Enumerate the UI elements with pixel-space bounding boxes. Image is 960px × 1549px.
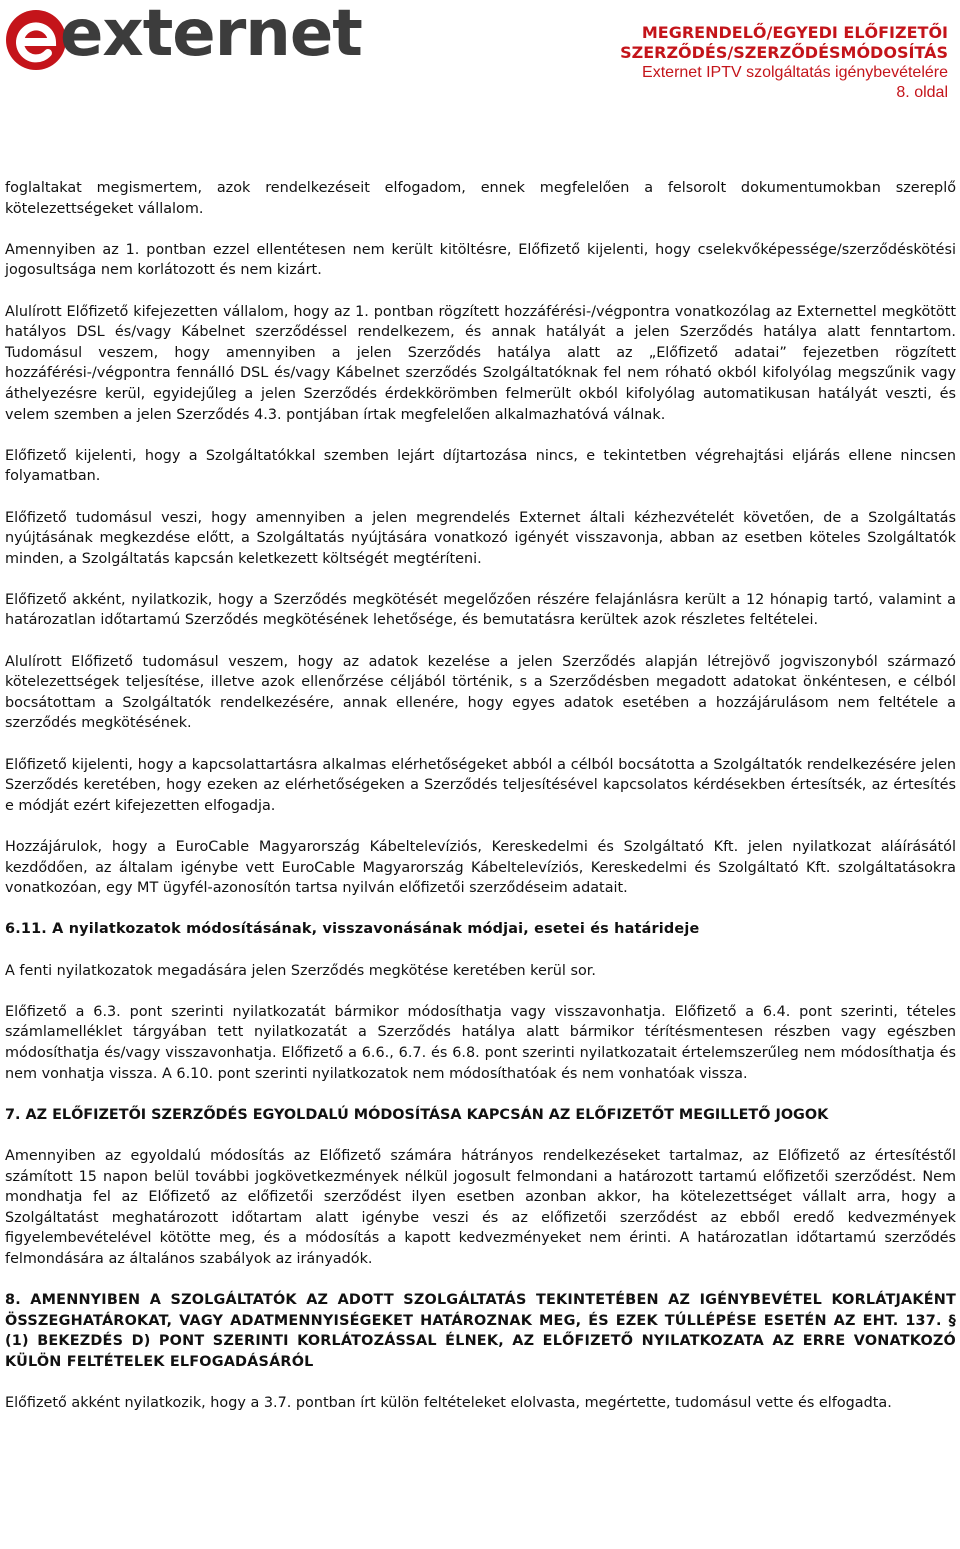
paragraph: Előfizető kijelenti, hogy a kapcsolattartásra alkalmas elérhetőségeket abból a célból bocsátotta a Szolgáltatók rendelkezésére jelen Szerződés keretében, hogy ezeken az elérhetőségeken a Szerződés teljesítésével kapcsolatos kérdésekben értesítsék, az értesítés e módját ezért kifejezetten elfogadja. [5, 756, 956, 814]
logo-wordmark: externet [60, 0, 362, 71]
paragraph: Előfizető a 6.3. pont szerinti nyilatkozatát bármikor módosíthatja vagy visszavonhatja. Előfizető a 6.4. pont szerinti, tételes számlamelléklet tárgyában tett nyilatkozatát a Szerződés hatálya alatt bármikor térítésmentesen részben vagy egészben módosíthatja és/vagy visszavonhatja. Előfizető a 6.6., 6.7. és 6.8. pont szerinti nyilatkozatait értelemszerűleg nem módosíthatja és nem vonhatja vissza. A 6.10. pont szerinti nyilatkozatok nem módosíthatóak és nem vonhatóak vissza. [5, 1003, 956, 1082]
paragraph: Alulírott Előfizető kifejezetten vállalom, hogy az 1. pontban rögzített hozzáférési-/végpontra vonatkozólag az Externettel megkötött hatályos DSL és/vagy Kábelnet szerződéssel rendelkezem, és annak hatályát a jelen Szerződés hatálya alatt fenntartom. Tudomásul veszem, hogy amennyiben a jelen Szerződés hatálya alatt az „Előfizető adatai” fejezetben rögzített hozzáférési-/végpontra fennálló DSL és/vagy Kábelnet szerződés Szolgáltatóknak fel nem róható okból kifolyólag megszűnik vagy áthelyezésre kerül, egyidejűleg a jelen Szerződés érdekkörömben felmerült okból kifolyólag automatikusan hatályát veszti, és velem szemben a jelen Szerződés 4.3. pontjában írtak megfelelően alkalmazhatóvá válnak. [5, 303, 956, 423]
document-title-line2: SZERZŐDÉS/SZERZŐDÉSMÓDOSÍTÁS [620, 43, 948, 62]
paragraph: Előfizető tudomásul veszi, hogy amennyiben a jelen megrendelés Externet általi kézhezvételét követően, de a Szolgáltatás nyújtásának megkezdése előtt, a Szolgáltatás nyújtására vonatkozó igényét visszavonja, abban az esetben köteles Szolgáltatók minden, a Szolgáltatás kapcsán keletkezett költségét megtéríteni. [5, 509, 956, 567]
document-subtitle: Externet IPTV szolgáltatás igénybevételére [642, 64, 948, 81]
section-heading-7: 7. AZ ELŐFIZETŐI SZERZŐDÉS EGYOLDALÚ MÓDOSÍTÁSA KAPCSÁN AZ ELŐFIZETŐT MEGILLETŐ JOGOK [5, 1106, 829, 1123]
paragraph: Amennyiben az egyoldalú módosítás az Előfizető számára hátrányos rendelkezéseket tartalmaz, az Előfizető az értesítéstől számított 15 napon belül további jogkövetkezmények nélkül jogosult felmondani a határozott tartamú előfizetői szerződést. Nem mondhatja fel az Előfizető az előfizetői szerződést ilyen esetben azonban akkor, ha kötelezettséget vállalt arra, hogy a Szolgáltatást meghatározott időtartam alatt igénybe veszi és az előfizetői szerződést az ebből eredő kedvezmények figyelembevételével kötötte meg, és a módosítás a kapott kedvezményeket nem érinti. A határozatlan időtartamú szerződés felmondására az általános szabályok az irányadók. [5, 1147, 956, 1267]
paragraph: Előfizető kijelenti, hogy a Szolgáltatókkal szemben lejárt díjtartozása nincs, e tekintetben végrehajtási eljárás ellene nincsen folyamatban. [5, 447, 956, 485]
page-header [0, 0, 960, 175]
paragraph: Amennyiben az 1. pontban ezzel ellentétesen nem került kitöltésre, Előfizető kijelenti, hogy cselekvőképessége/szerződéskötési jogosultsága nem korlátozott és nem kizárt. [5, 241, 956, 279]
paragraph: foglaltakat megismertem, azok rendelkezéseit elfogadom, ennek megfelelően a felsorolt dokumentumokban szereplő kötelezettségeket vállalom. [5, 180, 956, 217]
document-title-line1: MEGRENDELŐ/EGYEDI ELŐFIZETŐI [641, 23, 948, 42]
paragraph: A fenti nyilatkozatok megadására jelen Szerződés megkötése keretében kerül sor. [5, 962, 596, 979]
paragraph: Hozzájárulok, hogy a EuroCable Magyarország Kábeltelevíziós, Kereskedelmi és Szolgáltató Kft. jelen nyilatkozat aláírásától kezdődően, az általam igénybe vett EuroCable Magyarország Kábeltelevíziós, Kereskedelmi és Szolgáltató Kft. szolgáltatásokra vonatkozóan, egy MT ügyfél-azonosítón tartsa nyilván előfizetői szerződéseim adatait. [5, 839, 956, 897]
section-heading-8: 8. AMENNYIBEN A SZOLGÁLTATÓK AZ ADOTT SZOLGÁLTATÁS TEKINTETÉBEN AZ IGÉNYBEVÉTEL KORLÁTJAKÉNT ÖSSZEGHATÁROKAT, VAGY ADATMENNYISÉGEKET HATÁROZNAK MEG, ÉS EZEK TÚLLÉPÉSE ESETÉN AZ EHT. 137. § (1) BEKEZDÉS D) PONT SZERINTI KORLÁTOZÁSSAL ÉLNEK, AZ ELŐFIZETŐ NYILATKOZATA AZ ERRE VONATKOZÓ KÜLÖN FELTÉTELEK ELFOGADÁSÁRÓL [5, 1292, 956, 1370]
section-heading-6-11: 6.11. A nyilatkozatok módosításának, visszavonásának módjai, esetei és határideje [5, 921, 700, 938]
paragraph: Előfizető akként nyilatkozik, hogy a 3.7. pontban írt külön feltételeket elolvasta, megértette, tudomásul vette és elfogadta. [5, 1395, 892, 1412]
paragraph: Előfizető akként, nyilatkozik, hogy a Szerződés megkötését megelőzően részére felajánlásra került a 12 hónapig tartó, valamint a határozatlan időtartamú Szerződés megkötésének lehetősége, és bemutatásra kerültek azok részletes feltételei. [5, 591, 956, 629]
externet-logo [4, 2, 364, 74]
document-body [5, 178, 956, 1434]
page-number: 8. oldal [896, 84, 948, 101]
document-title-block [620, 23, 948, 103]
paragraph: Alulírott Előfizető tudomásul veszem, hogy az adatok kezelése a jelen Szerződés alapján létrejövő jogviszonyból származó kötelezettségek teljesítése, illetve azok ellenőrzése céljából történik, s a Szerződésben megadott adatokat önkéntesen, e célból bocsátottam a Szolgáltatók rendelkezésére, annak ellenére, hogy egyes adatok esetében a hozzájárulásom nem feltétele a szerződés megkötésének. [5, 653, 956, 732]
logo-e-icon [4, 8, 68, 72]
